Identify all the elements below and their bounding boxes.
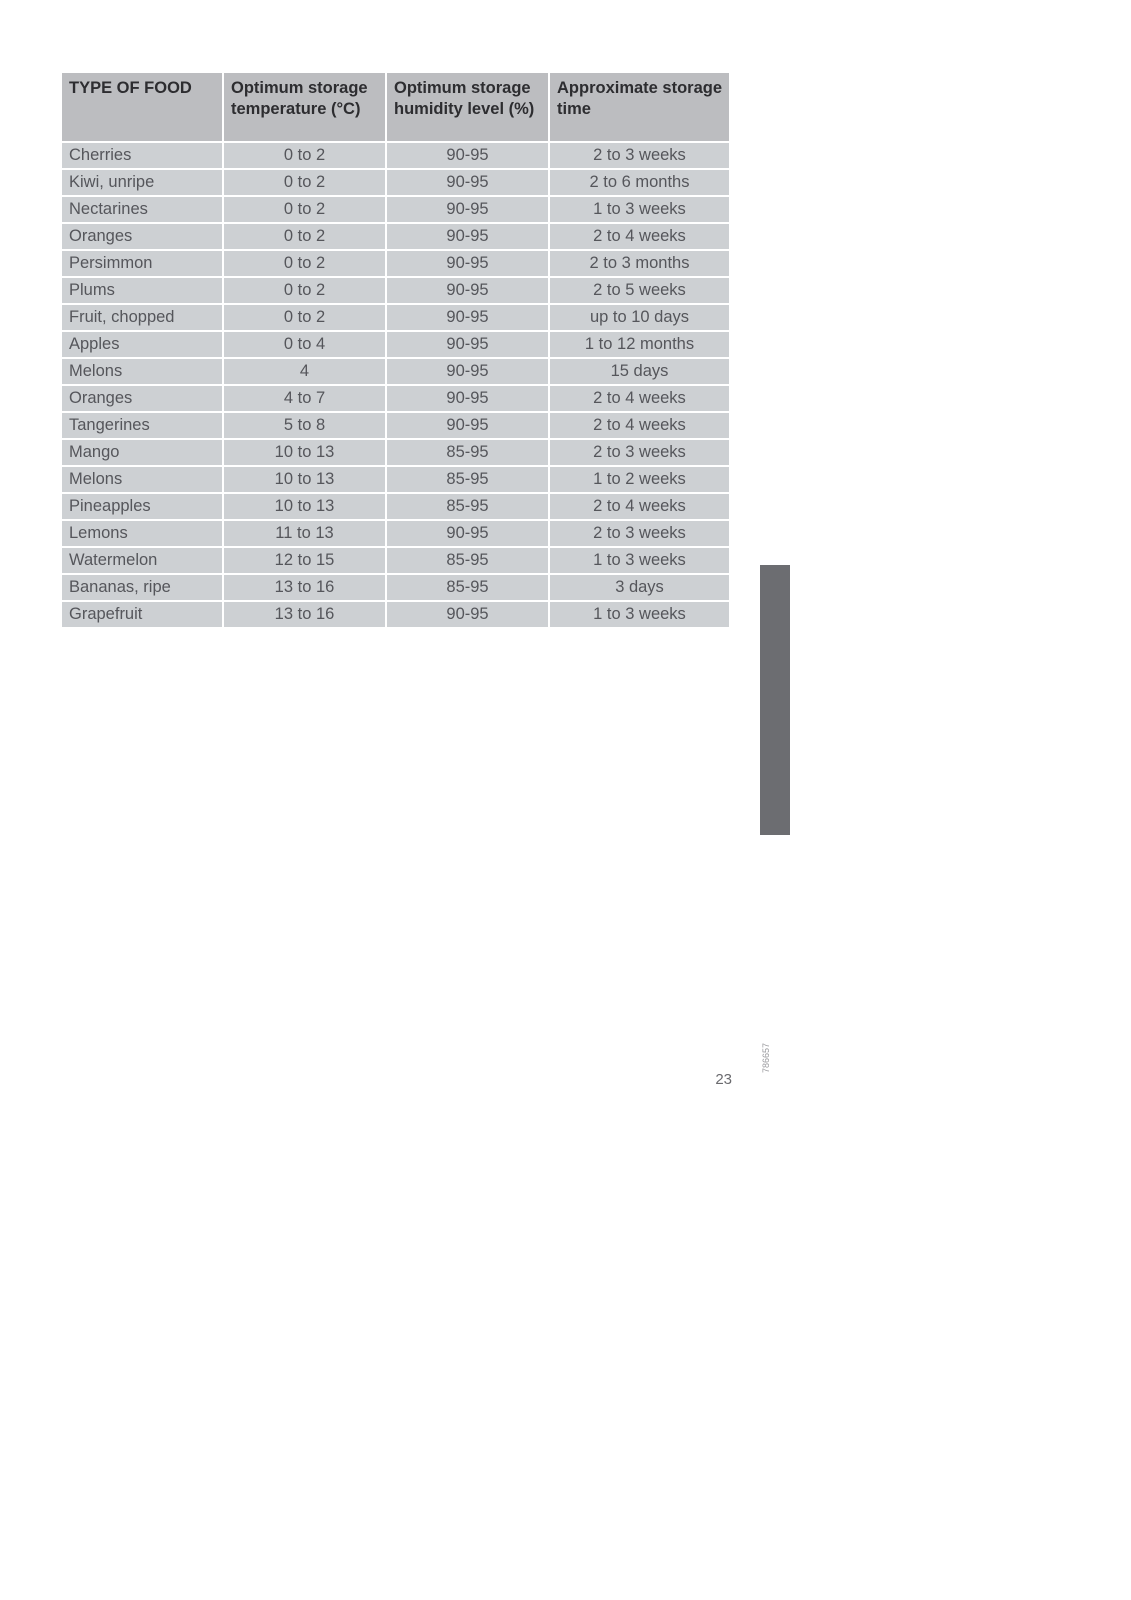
humidity-cell: 85-95 — [386, 439, 549, 466]
storage-time-cell: 15 days — [549, 358, 730, 385]
humidity-cell: 90-95 — [386, 412, 549, 439]
temperature-cell: 4 to 7 — [223, 385, 386, 412]
storage-time-cell: 1 to 3 weeks — [549, 196, 730, 223]
food-name-cell: Cherries — [61, 142, 223, 169]
humidity-cell: 85-95 — [386, 574, 549, 601]
table-header-row — [61, 72, 730, 142]
temperature-cell: 11 to 13 — [223, 520, 386, 547]
temperature-cell: 12 to 15 — [223, 547, 386, 574]
storage-time-cell: 1 to 3 weeks — [549, 547, 730, 574]
temperature-cell: 10 to 13 — [223, 493, 386, 520]
food-name-cell: Persimmon — [61, 250, 223, 277]
humidity-cell: 90-95 — [386, 331, 549, 358]
food-name-cell: Grapefruit — [61, 601, 223, 628]
temperature-cell: 0 to 2 — [223, 142, 386, 169]
humidity-cell: 90-95 — [386, 601, 549, 628]
humidity-cell: 90-95 — [386, 385, 549, 412]
humidity-cell: 90-95 — [386, 250, 549, 277]
food-name-cell: Fruit, chopped — [61, 304, 223, 331]
temperature-cell: 0 to 2 — [223, 277, 386, 304]
food-name-cell: Oranges — [61, 223, 223, 250]
table-row — [61, 466, 730, 493]
temperature-cell: 10 to 13 — [223, 439, 386, 466]
temperature-cell: 0 to 2 — [223, 304, 386, 331]
temperature-cell: 4 — [223, 358, 386, 385]
food-name-cell: Bananas, ripe — [61, 574, 223, 601]
storage-time-cell: 2 to 6 months — [549, 169, 730, 196]
table-row — [61, 520, 730, 547]
header-storage-temperature: Optimum storage temperature (°C) — [223, 72, 386, 142]
temperature-cell: 5 to 8 — [223, 412, 386, 439]
temperature-cell: 0 to 2 — [223, 250, 386, 277]
temperature-cell: 0 to 2 — [223, 169, 386, 196]
table-body — [61, 142, 730, 628]
storage-time-cell: up to 10 days — [549, 304, 730, 331]
humidity-cell: 90-95 — [386, 304, 549, 331]
document-code: 786657 — [761, 1042, 771, 1074]
storage-time-cell: 2 to 4 weeks — [549, 493, 730, 520]
storage-time-cell: 2 to 4 weeks — [549, 385, 730, 412]
table-row — [61, 169, 730, 196]
storage-time-cell: 2 to 4 weeks — [549, 223, 730, 250]
food-name-cell: Kiwi, unripe — [61, 169, 223, 196]
storage-time-cell: 2 to 3 months — [549, 250, 730, 277]
table-row — [61, 439, 730, 466]
food-name-cell: Mango — [61, 439, 223, 466]
temperature-cell: 13 to 16 — [223, 601, 386, 628]
food-name-cell: Nectarines — [61, 196, 223, 223]
table-row — [61, 601, 730, 628]
humidity-cell: 85-95 — [386, 466, 549, 493]
storage-time-cell: 2 to 4 weeks — [549, 412, 730, 439]
humidity-cell: 90-95 — [386, 223, 549, 250]
storage-time-cell: 1 to 12 months — [549, 331, 730, 358]
storage-time-cell: 1 to 2 weeks — [549, 466, 730, 493]
food-name-cell: Plums — [61, 277, 223, 304]
table-row — [61, 304, 730, 331]
header-type-of-food: TYPE OF FOOD — [61, 72, 223, 142]
table-row — [61, 412, 730, 439]
table-row — [61, 223, 730, 250]
header-storage-time: Approximate storage time — [549, 72, 730, 142]
table-row — [61, 493, 730, 520]
table-row — [61, 574, 730, 601]
table-row — [61, 547, 730, 574]
temperature-cell: 13 to 16 — [223, 574, 386, 601]
temperature-cell: 0 to 4 — [223, 331, 386, 358]
storage-time-cell: 2 to 3 weeks — [549, 520, 730, 547]
header-storage-humidity: Optimum storage humidity level (%) — [386, 72, 549, 142]
table-row — [61, 331, 730, 358]
table-row — [61, 277, 730, 304]
section-side-tab — [760, 565, 790, 835]
table-row — [61, 142, 730, 169]
temperature-cell: 10 to 13 — [223, 466, 386, 493]
storage-time-cell: 3 days — [549, 574, 730, 601]
storage-time-cell: 2 to 3 weeks — [549, 439, 730, 466]
temperature-cell: 0 to 2 — [223, 223, 386, 250]
humidity-cell: 90-95 — [386, 169, 549, 196]
storage-time-cell: 2 to 3 weeks — [549, 142, 730, 169]
table-row — [61, 358, 730, 385]
storage-time-cell: 1 to 3 weeks — [549, 601, 730, 628]
food-storage-table — [60, 71, 731, 629]
food-name-cell: Melons — [61, 466, 223, 493]
humidity-cell: 90-95 — [386, 358, 549, 385]
food-name-cell: Oranges — [61, 385, 223, 412]
food-name-cell: Tangerines — [61, 412, 223, 439]
food-name-cell: Watermelon — [61, 547, 223, 574]
page-number: 23 — [715, 1071, 732, 1088]
food-name-cell: Pineapples — [61, 493, 223, 520]
storage-time-cell: 2 to 5 weeks — [549, 277, 730, 304]
humidity-cell: 85-95 — [386, 493, 549, 520]
humidity-cell: 90-95 — [386, 196, 549, 223]
humidity-cell: 90-95 — [386, 277, 549, 304]
humidity-cell: 90-95 — [386, 142, 549, 169]
food-name-cell: Apples — [61, 331, 223, 358]
table-row — [61, 385, 730, 412]
humidity-cell: 85-95 — [386, 547, 549, 574]
food-name-cell: Melons — [61, 358, 223, 385]
table-row — [61, 196, 730, 223]
humidity-cell: 90-95 — [386, 520, 549, 547]
food-name-cell: Lemons — [61, 520, 223, 547]
temperature-cell: 0 to 2 — [223, 196, 386, 223]
table-row — [61, 250, 730, 277]
